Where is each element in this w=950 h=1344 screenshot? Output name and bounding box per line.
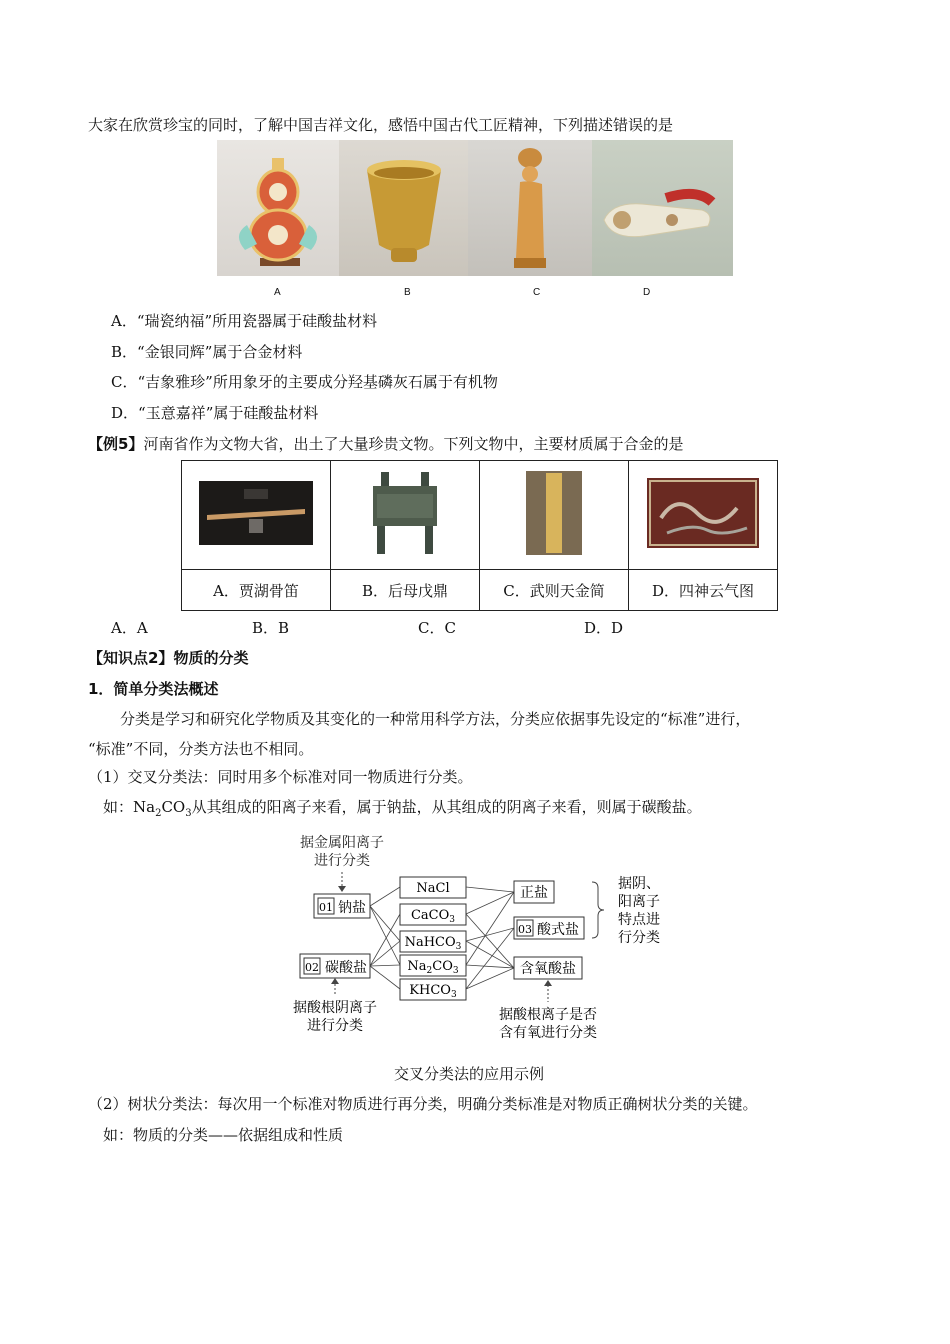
answer-d: D．D [584, 619, 624, 637]
box-sodium-salt: 钠盐 [338, 900, 366, 916]
salt-nacl: NaCl [416, 881, 450, 896]
label-cation-1: 据金属阳离子 [300, 835, 384, 851]
right-label-1: 据阴、 [618, 876, 660, 892]
knowledge-point-2-title: 【知识点2】物质的分类 [88, 649, 249, 667]
photo-gold-cup [339, 140, 468, 276]
right-label-3: 特点进 [618, 912, 660, 928]
relic-cell-gold-slip [480, 461, 629, 570]
box-oxyacid-salt: 含氧酸盐 [520, 961, 576, 977]
photo-bronze-ding [367, 470, 443, 556]
example5 [88, 433, 683, 454]
image-label-d: D [643, 287, 651, 298]
photo-bone-flute [199, 481, 313, 545]
example-post: 从其组成的阳离子来看，属于钠盐，从其组成的阴离子来看，则属于碳酸盐。 [191, 798, 702, 816]
answer-b: B．B [252, 619, 290, 637]
example-pre: 如：Na [103, 798, 156, 816]
label-anion-2: 进行分类 [307, 1018, 363, 1034]
photo-gold-slip [526, 471, 582, 555]
label-cation-2: 进行分类 [314, 853, 370, 869]
cross-classification-title: （1）交叉分类法：同时用多个标准对同一物质进行分类。 [88, 768, 473, 786]
relic-cell-mural [629, 461, 778, 570]
option-c: C．“吉象雅珍”所用象牙的主要成分羟基磷灰石属于有机物 [111, 373, 498, 391]
question-intro: 大家在欣赏珍宝的同时，了解中国吉祥文化，感悟中国古代工匠精神，下列描述错误的是 [88, 116, 674, 134]
label-oxy-1: 据酸根离子是否 [499, 1007, 597, 1023]
box-carbonate: 碳酸盐 [325, 960, 367, 976]
cross-classification-example [103, 796, 702, 819]
paragraph-line-2: “标准”不同，分类方法也不相同。 [88, 740, 314, 758]
photo-porcelain-bottle [217, 140, 339, 276]
relic-label-c: C．武则天金简 [480, 570, 629, 611]
section-1-title: 1．简单分类法概述 [88, 680, 219, 698]
salt-nahco3: NaHCO$_3$ [404, 935, 462, 952]
label-oxy-2: 含有氧进行分类 [499, 1025, 597, 1041]
image-label-b: B [404, 287, 411, 298]
salt-na2co3: $Na_2CO_3$ [407, 959, 459, 976]
photo-jade-belt-hook [592, 140, 733, 276]
option-b: B．“金银同辉”属于合金材料 [111, 343, 303, 361]
example-mid: CO [161, 798, 186, 816]
example-sub-3: 3 [185, 808, 192, 819]
box-acid-salt: 酸式盐 [537, 922, 579, 938]
num-03: 03 [518, 923, 532, 936]
salt-caco3: CaCO$_3$ [410, 908, 456, 925]
right-label-2: 阳离子 [618, 894, 660, 910]
answer-a: A．A [111, 619, 148, 637]
salt-khco3: $KHCO_3$ [409, 983, 457, 1000]
treasure-photos [217, 140, 733, 276]
relic-cell-bone-flute [182, 461, 331, 570]
option-a: A．“瑞瓷纳福”所用瓷器属于硅酸盐材料 [111, 312, 378, 330]
photo-four-spirits-mural [647, 478, 759, 548]
answer-c: C．C [418, 619, 456, 637]
diagram-caption: 交叉分类法的应用示例 [394, 1065, 545, 1083]
paragraph-line-1: 分类是学习和研究化学物质及其变化的一种常用科学方法，分类应依据事先设定的“标准”进行， [120, 710, 751, 728]
num-02: 02 [305, 961, 319, 974]
label-anion-1: 据酸根阴离子 [293, 1000, 377, 1016]
relics-table [181, 460, 778, 611]
relic-cell-bronze-ding [331, 461, 480, 570]
box-normal-salt: 正盐 [520, 885, 548, 901]
example5-text: 河南省作为文物大省，出土了大量珍贵文物。下列文物中，主要材质属于合金的是 [143, 435, 684, 453]
tree-classification-title: （2）树状分类法：每次用一个标准对物质进行再分类，明确分类标准是对物质正确树状分类的关键。 [88, 1095, 758, 1113]
relic-label-b: B．后母戊鼎 [331, 570, 480, 611]
relic-label-a: A．贾湖骨笛 [182, 570, 331, 611]
cross-classification-diagram [282, 830, 672, 1045]
image-label-c: C [533, 287, 541, 298]
photo-ivory-figure [468, 140, 592, 276]
num-01: 01 [319, 901, 333, 914]
right-label-4: 行分类 [618, 930, 660, 946]
option-d: D．“玉意嘉祥”属于硅酸盐材料 [111, 404, 319, 422]
tree-classification-example: 如：物质的分类——依据组成和性质 [103, 1126, 344, 1144]
example5-tag: 【例5】 [88, 435, 144, 453]
relic-label-d: D．四神云气图 [629, 570, 778, 611]
example-sub-2: 2 [155, 808, 162, 819]
image-label-a: A [274, 287, 281, 298]
